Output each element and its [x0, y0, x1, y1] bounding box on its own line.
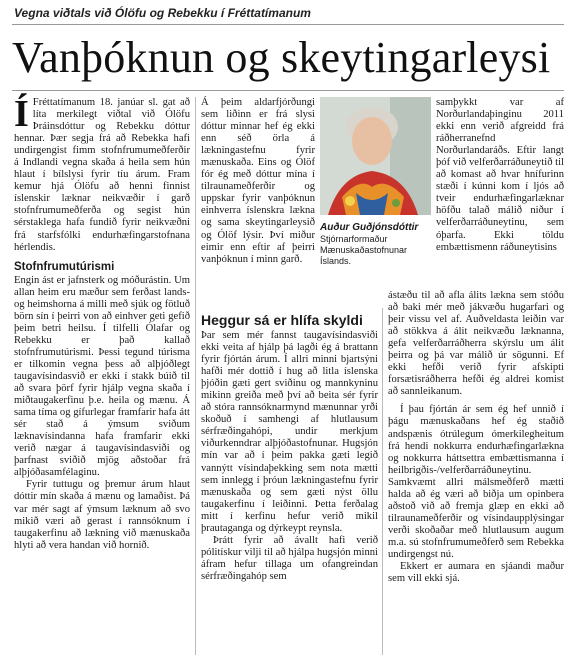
paragraph: Engin ást er jafnsterk og móðurástin. Um allan heim eru mæður sem ferðast lands- og heimshorna á milli með sjúk og fötluð börn sín í þeirri von að einhver geti gefið þeim betri heilsu. Í tilfelli Ólafar og Rebekku er það kallað stofnfrumutúrismi. Þessi tegund túrisma er tilkomin vegna þess að alþjóðlegt taugavísindasvið er ekki í stakk búið til að svara þörf fyrir hjálp vegna skaða í miðtaugakerfinu þ.e. heila og mænu. Á sama tíma og gífurlegar framfarir hafa átt sér stað á ýmsum sviðum læknavísindanna hafa framfarir ekki verið nægar á taugavísindasviði og þarfnast sviðið mjög aðstoðar frá alþjóðasamfélaginu. [14, 274, 190, 479]
paragraph-intro [14, 93, 190, 254]
article-column-1 [14, 93, 190, 552]
subheading-stofnfrumuturismi: Stofnfrumutúrismi [14, 260, 115, 273]
drop-cap: Í [14, 93, 29, 135]
paragraph: Fyrir tuttugu og þremur árum hlaut dóttir mín skaða á mænu og lamaðist. Þá var mér sagt af ýmsum læknum að svo mikið væri að gerast í rannsóknum í taugakerfinu að lækning við mænuskaða hlyti að vera handan við hornið. [14, 479, 190, 551]
caption-role: Stjórnarformaður Mænuskaðastofnunar Íslands. [320, 234, 408, 266]
column-divider [195, 97, 196, 655]
article-column-2 [201, 308, 378, 583]
paragraph-intro-text: Fréttatímanum 18. janúar sl. gat að líta merkilegt viðtal við Ólöfu Þráinsdóttur og Rebekku dóttur hennar. Þær segja frá að Rebekka hafi undirgengist fimm stofnfrumumeðferðir á Indlandi vegna skaða á heila sem hún hlaut í bílslysi fyrir tíu árum. Fram kemur hjá Ólöfu að henni finnist íslenskir læknar neikvæðir í garð stofnfrumumeðferða og segist hún sérstaklega hafa fundið fyrir neikvæðni frá starfsfólki endurhæfingarstofnana hérlendis. [14, 97, 190, 253]
caption-name: Auður Guðjónsdóttir [320, 222, 419, 233]
paragraph: Á þeim aldarfjórðungi sem liðinn er frá slysi dóttur minnar hef ég ekki enn séð örla á lækningastefnu fyrir mænuskaða. Eins og Ólöf fór ég með dóttur mína í tilraunameðferðir og uppskar fyrir vanþóknun einhverra íslenskra lækna og sama skeytingarleysið og Ólöf lýsir. Því miður eimir enn eftir af þeirri vanþóknun í minn garð. [201, 97, 315, 265]
article-column-3-top [436, 97, 564, 254]
headline: Vanþóknun og skeytingarleysi [12, 33, 551, 82]
author-photo [320, 97, 431, 215]
paragraph: Í þau fjórtán ár sem ég hef unnið í þágu mænuskaðans hef ég staðið andspænis ótrúlegum ómerkilegheitum frá hendi nokkurra endurhæfingarlækna og nokkurra háttsettra embættismanna í heilbrigðis-/velferðarráðuneytinu. Samkvæmt allri málsmeðferð mætti halda að ég væri að biðja um opinbera aðstoð við að fremja glæp en ekki að tilraunameðferðir og vísindaupplýsingar verði skoðaðar með hlutlausum augum m.a. sú stofnfrumumeðferð sem Rebekka undirgengst nú. [388, 404, 564, 560]
paragraph: samþykkt var af Norðurlandaþinginu 2011 ekki enn verið afgreidd frá ráðherranefnd Norðurlandaráðs. Eftir langt þóf við velferðarráðuneytið til að komast að hvar hnífurinn stæði í kúnni kom í ljós að tveir endurhæfingarlæknar höfðu talað málið niður í velferðarráðuneytinu, sem óþarfa. Ekki töldu embættismenn ráðuneytisins [436, 97, 564, 253]
divider-headline [12, 90, 564, 91]
article-column-3 [388, 290, 564, 585]
photo-caption [320, 222, 432, 267]
paragraph-closing: Ekkert er aumara en sjáandi maður sem vill ekki sjá. [388, 561, 564, 585]
kicker: Vegna viðtals við Ólöfu og Rebekku í Fréttatímanum [14, 6, 311, 20]
paragraph: Þar sem mér fannst taugavísindasviði ekki veita af hjálp þá lagði ég á brattann fyrir fjórtán árum. Í allri minni bjartsýni hafði mér dottið í hug að litla íslenska þjóðin gæti gert sviðinu og mannkyninu mikinn greiða með því að beita sér fyrir að stóra rannsóknarmynd mænunnar yrði skoðuð í samhengi af hlutlausum sérfræðingahópi, undir merkjum viðurkenndrar alþjóðastofnunar. Hugsjón mín var að í þeim pakka gæti legið vannýtt vísindaþekking sem nota mætti sem innlegg í þróun lækningastefnu fyrir mænuskaða og sem gæti nýst öllu taugakerfinu í leiðinni. Þetta ferðalag mitt í kerfinu hefur verið mikil þrautaganga og dýrkeypt reynsla. [201, 330, 378, 534]
divider-top [12, 24, 564, 25]
paragraph: ástæðu til að afla álits lækna sem stóðu að baki mér með jákvæðu hugarfari og þeir vissu vel af. Auðveldasta leiðin var að stökkva á álit neikvæðu læknanna, gefa velferðarráðherra skýrslu um álit þeirra og þá var málið úr sögunni. Ef ekki hefði verið fyrir afskipti forsætisráðherra hefði ég aldrei komist að sannleikanum. [388, 290, 564, 398]
subheading-heggur: Heggur sá er hlífa skyldi [201, 312, 363, 328]
column-divider [382, 308, 383, 655]
paragraph: Þrátt fyrir að ávallt hafi verið pólitískur vilji til að hjálpa hugsjón minni áfram hefur tillaga um ofangreindan sérfræðingahóp sem [201, 534, 378, 582]
portrait-image [320, 97, 431, 215]
article-column-2-top [201, 97, 315, 266]
